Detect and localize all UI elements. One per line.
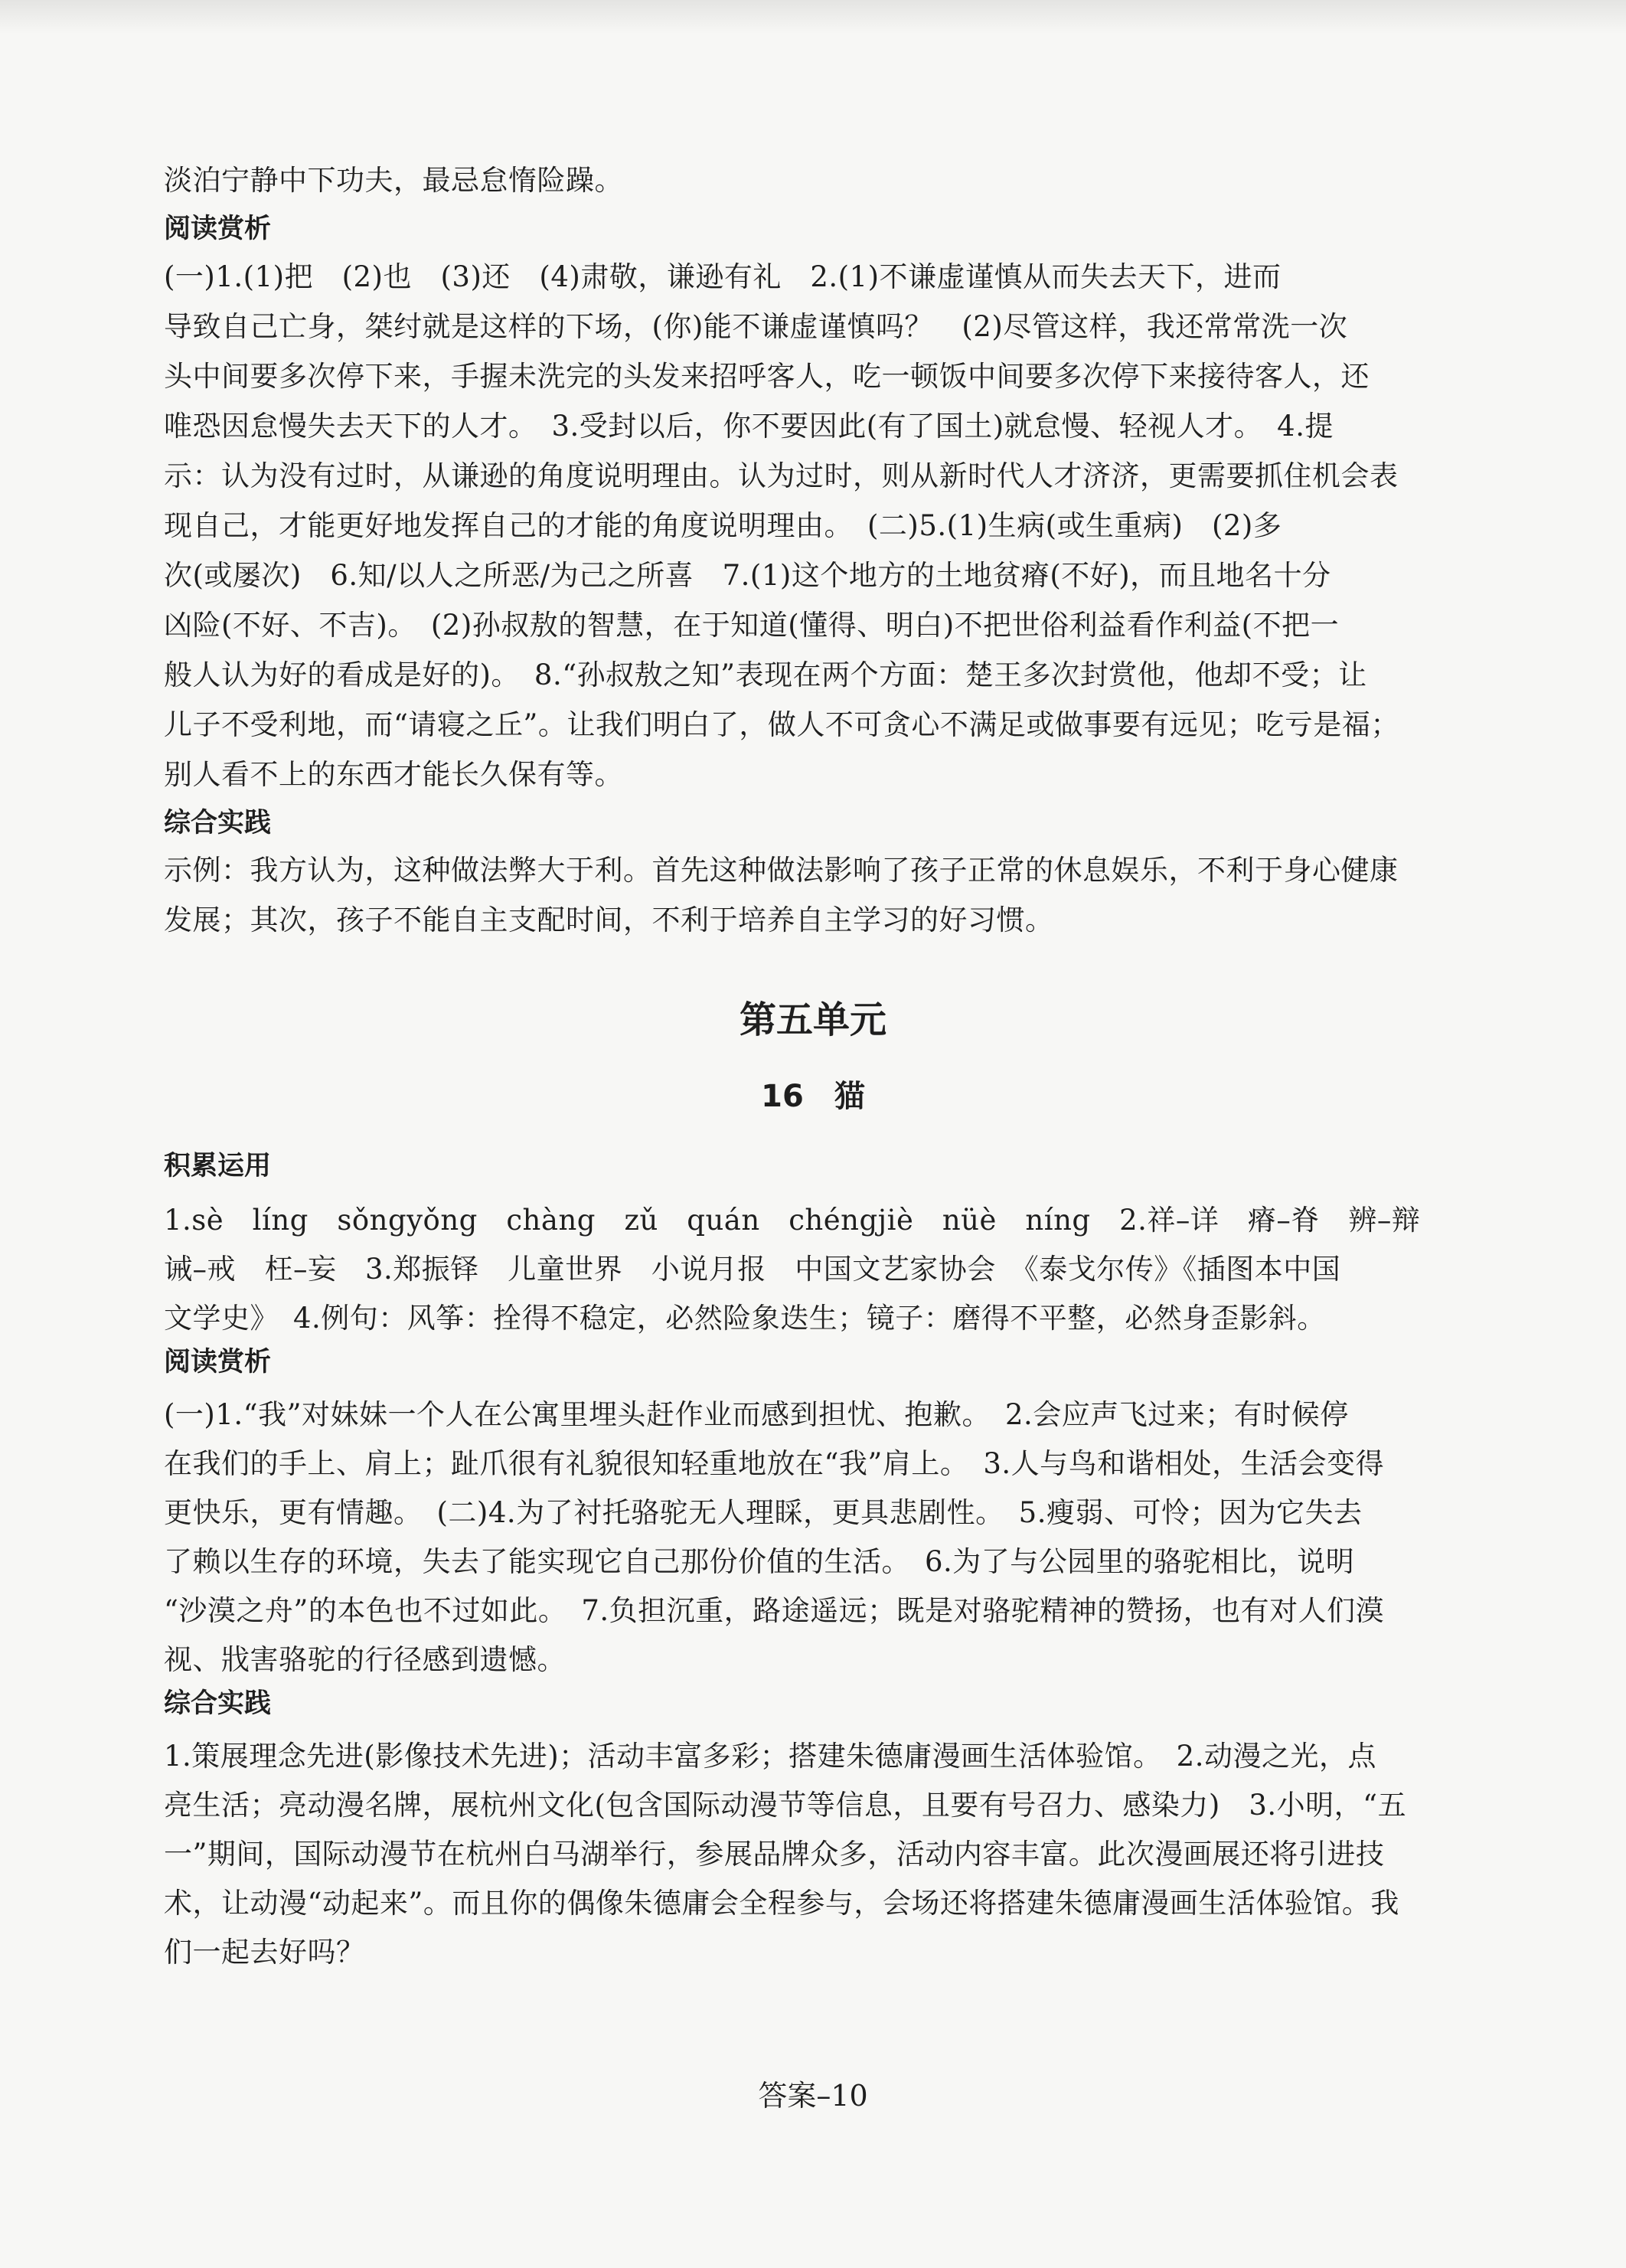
text-line: 更快乐，更有情趣。 (二)4.为了衬托骆驼无人理睬，更具悲剧性。 5.瘦弱、可怜；因为它失去 [164, 1496, 1363, 1529]
text-line: 次(或屡次) 6.知/以人之所恶/为己之所喜 7.(1)这个地方的土地贫瘠(不好)，而且地名十分 [164, 559, 1331, 592]
text-line: 亮生活；亮动漫名牌，展杭州文化(包含国际动漫节等信息，且要有号召力、感染力) 3.小明，“五 [164, 1789, 1407, 1822]
accumulate-heading: 积累运用 [164, 1151, 272, 1181]
text-line: 现自己，才能更好地发挥自己的才能的角度说明理由。 (二)5.(1)生病(或生重病) (2)多 [164, 509, 1282, 542]
unit-title: 第五单元 [739, 998, 886, 1041]
lead-line: 淡泊宁静中下功夫，最忌怠惰险躁。 [164, 164, 623, 197]
text-line: 文学史》 4.例句：风筝：拴得不稳定，必然险象迭生；镜子：磨得不平整，必然身歪影斜。 [164, 1302, 1326, 1335]
lesson-title: 16 猫 [761, 1079, 865, 1114]
text-line: 导致自己亡身，桀纣就是这样的下场，(你)能不谦虚谨慎吗？ (2)尽管这样，我还常常洗一次 [164, 310, 1348, 343]
text-line: 们一起去好吗？ [164, 1936, 365, 1969]
text-line: (一)1.(1)把 (2)也 (3)还 (4)肃敬，谦逊有礼 2.(1)不谦虚谨慎从而失去天下，进而 [164, 260, 1282, 293]
reading-heading-1: 阅读赏析 [164, 214, 272, 244]
text-line: 一”期间，国际动漫节在杭州白马湖举行，参展品牌众多，活动内容丰富。此次漫画展还将引进技 [164, 1838, 1385, 1871]
text-line: 视、戕害骆驼的行径感到遗憾。 [164, 1643, 566, 1676]
text-line: 发展；其次，孩子不能自主支配时间，不利于培养自主学习的好习惯。 [164, 904, 1054, 936]
reading-heading-2: 阅读赏析 [164, 1347, 272, 1377]
text-line: 1.sè líng sǒngyǒng chàng zǔ quán chéngjiè nüè níng 2.祥–详 瘠–脊 辨–辩 [164, 1204, 1421, 1237]
text-line: 头中间要多次停下来，手握未洗完的头发来招呼客人，吃一顿饭中间要多次停下来接待客人，还 [164, 360, 1370, 393]
text-line: 般人认为好的看成是好的)。 8.“孙叔敖之知”表现在两个方面：楚王多次封赏他，他却不受；让 [164, 659, 1367, 691]
text-line: 术，让动漫“动起来”。而且你的偶像朱德庸会全程参与，会场还将搭建朱德庸漫画生活体验馆。我 [164, 1887, 1399, 1920]
text-line: 凶险(不好、不吉)。 (2)孙叔敖的智慧，在于知道(懂得、明白)不把世俗利益看作利益(不把一 [164, 609, 1340, 642]
practice-heading-2: 综合实践 [164, 1688, 272, 1719]
text-line: “沙漠之舟”的本色也不过如此。 7.负担沉重，路途遥远；既是对骆驼精神的赞扬，也有对人们漠 [164, 1594, 1385, 1627]
text-line: 示例：我方认为，这种做法弊大于利。首先这种做法影响了孩子正常的休息娱乐，不利于身心健康 [164, 854, 1399, 887]
text-line: 示：认为没有过时，从谦逊的角度说明理由。认为过时，则从新时代人才济济，更需要抓住机会表 [164, 459, 1399, 492]
text-line: 儿子不受利地，而“请寝之丘”。让我们明白了，做人不可贪心不满足或做事要有远见；吃亏是福； [164, 708, 1399, 741]
page-number: 答案–10 [758, 2079, 868, 2113]
scan-top-shadow [0, 0, 1626, 34]
text-line: 唯恐因怠慢失去天下的人才。 3.受封以后，你不要因此(有了国土)就怠慢、轻视人才。 4.提 [164, 410, 1334, 443]
text-line: 诫–戒 枉–妄 3.郑振铎 儿童世界 小说月报 中国文艺家协会 《泰戈尔传》《插图本中国 [164, 1253, 1341, 1286]
practice-heading-1: 综合实践 [164, 808, 272, 838]
text-line: 别人看不上的东西才能长久保有等。 [164, 758, 623, 791]
text-line: 了赖以生存的环境，失去了能实现它自己那份价值的生活。 6.为了与公园里的骆驼相比，说明 [164, 1545, 1355, 1578]
text-line: 在我们的手上、肩上；趾爪很有礼貌很知轻重地放在“我”肩上。 3.人与鸟和谐相处，生活会变得 [164, 1447, 1385, 1480]
text-line: 1.策展理念先进(影像技术先进)；活动丰富多彩；搭建朱德庸漫画生活体验馆。 2.动漫之光，点 [164, 1740, 1376, 1773]
text-line: (一)1.“我”对妹妹一个人在公寓里埋头赶作业而感到担忧、抱歉。 2.会应声飞过来；有时候停 [164, 1398, 1349, 1431]
